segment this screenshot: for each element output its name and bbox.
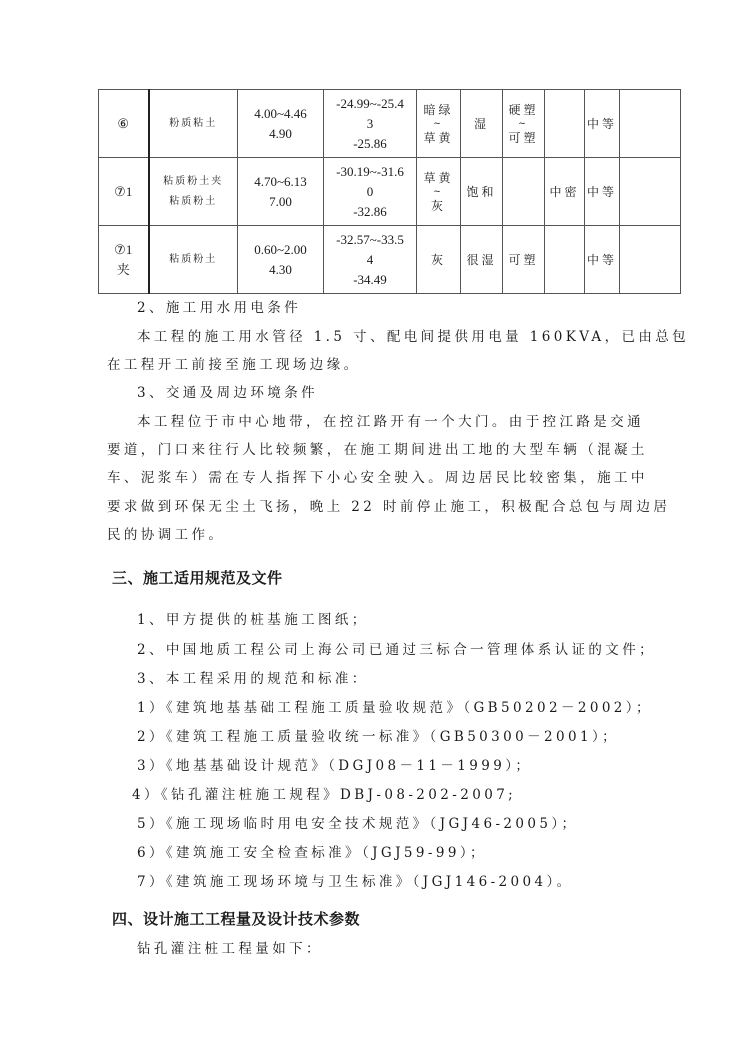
cell-elevation-line: 4 (366, 251, 374, 267)
cell-compressibility (585, 158, 620, 226)
cell-density (545, 90, 585, 158)
item3-body-line: 车、泥浆车）需在专人指挥下小心安全驶入。周边居民比较密集，施工中 (107, 470, 648, 486)
cell-moisture (461, 158, 503, 226)
cell-elevation-line: 0 (366, 183, 374, 199)
table-row (99, 90, 681, 158)
cell-soil-line: 粘质粉土 (169, 253, 218, 265)
cell-elevation (324, 226, 417, 294)
section3-item: 1、甲方提供的桩基施工图纸； (137, 612, 369, 628)
standard-item: 6）《建筑施工安全检查标准》（JGJ59-99）； (137, 845, 487, 861)
item2-title: 2、施工用水用电条件 (137, 300, 302, 316)
cell-compressibility-line: 中等 (586, 252, 617, 267)
cell-density (545, 226, 585, 294)
cell-layer-line: 夹 (116, 261, 130, 277)
cell-compressibility (585, 90, 620, 158)
cell-soil (149, 90, 238, 158)
cell-elevation-line: 3 (366, 115, 374, 131)
cell-thickness-line: 4.30 (269, 261, 292, 277)
item3-title: 3、交通及周边环境条件 (137, 385, 318, 401)
cell-elevation-line: -32.57~-33.5 (336, 231, 404, 247)
cell-elevation (324, 90, 417, 158)
cell-extra (620, 158, 681, 226)
cell-plasticity-line: 可塑 (508, 130, 539, 145)
cell-density (545, 158, 585, 226)
cell-extra (620, 226, 681, 294)
cell-elevation-line: -30.19~-31.6 (336, 163, 404, 179)
standard-item: 1）《建筑地基基础工程施工质量验收规范》（GB50202－2002）； (137, 700, 653, 716)
cell-layer (99, 226, 149, 294)
cell-layer-line: ⑦1 (114, 241, 133, 257)
cell-layer-line: ⑥ (117, 115, 130, 131)
cell-extra (620, 90, 681, 158)
standard-item: 4）《钻孔灌注桩施工规程》DBJ-08-202-2007; (132, 787, 517, 803)
cell-compressibility-line: 中等 (586, 184, 617, 199)
cell-color-line: 灰 (430, 198, 446, 213)
section3-heading: 三、施工适用规范及文件 (112, 569, 283, 587)
cell-color-line: 暗绿 (423, 102, 454, 117)
cell-soil (149, 158, 238, 226)
cell-color-line: ~ (433, 118, 444, 129)
cell-plasticity-line: ~ (518, 118, 529, 129)
cell-plasticity (503, 158, 545, 226)
section4-heading: 四、设计施工工程量及设计技术参数 (112, 910, 361, 928)
cell-thickness-line: 4.90 (269, 125, 292, 141)
cell-thickness (238, 226, 324, 294)
cell-color (417, 158, 461, 226)
table-row (99, 226, 681, 294)
cell-plasticity (503, 226, 545, 294)
cell-color (417, 90, 461, 158)
item3-body-line: 民的协调工作。 (107, 527, 226, 543)
cell-elevation-line: -34.49 (353, 271, 387, 287)
item3-body-line: 本工程位于市中心地带，在控江路开有一个大门。由于控江路是交通 (137, 414, 644, 430)
item3-body-line: 要道，门口来往行人比较频繁，在施工期间进出工地的大型车辆（混凝土 (107, 442, 648, 458)
standard-item: 5）《施工现场临时用电安全技术规范》（JGJ46-2005）； (137, 816, 579, 832)
standard-item: 7）《建筑施工现场环境与卫生标准》（JGJ146-2004）。 (137, 874, 574, 890)
cell-color-line: 灰 (430, 252, 446, 267)
cell-color-line: 草黄 (423, 170, 454, 185)
cell-elevation-line: -32.86 (353, 203, 387, 219)
soil-layer-table (98, 89, 681, 294)
cell-thickness-line: 0.60~2.00 (254, 241, 307, 257)
cell-layer (99, 90, 149, 158)
cell-color-line: ~ (433, 186, 444, 197)
standard-item: 2）《建筑工程施工质量验收统一标准》（GB50300－2001）； (137, 729, 620, 745)
cell-thickness-line: 4.70~6.13 (254, 173, 307, 189)
cell-thickness-line: 4.00~4.46 (254, 105, 307, 121)
cell-moisture-line: 饱和 (466, 184, 497, 199)
cell-moisture-line: 很湿 (466, 252, 497, 267)
cell-elevation (324, 158, 417, 226)
cell-plasticity-line: 可塑 (508, 252, 539, 267)
cell-soil (149, 226, 238, 294)
cell-thickness-line: 7.00 (269, 193, 292, 209)
cell-compressibility-line: 中等 (586, 116, 617, 131)
section3-item: 2、中国地质工程公司上海公司已通过三标合一管理体系认证的文件； (137, 642, 656, 658)
cell-moisture (461, 226, 503, 294)
cell-moisture (461, 90, 503, 158)
cell-color (417, 226, 461, 294)
cell-density-line: 中密 (549, 184, 580, 199)
cell-plasticity (503, 90, 545, 158)
cell-color-line: 草黄 (423, 130, 454, 145)
cell-soil-line: 粘质粉土夹 (163, 175, 224, 187)
cell-moisture-line: 湿 (473, 116, 489, 131)
cell-thickness (238, 90, 324, 158)
cell-layer (99, 158, 149, 226)
cell-elevation-line: -24.99~-25.4 (336, 95, 404, 111)
cell-soil-line: 粘质粉土 (169, 195, 218, 207)
cell-plasticity-line: 硬塑 (508, 102, 539, 117)
cell-elevation-line: -25.86 (353, 135, 387, 151)
table-row (99, 158, 681, 226)
cell-layer-line: ⑦1 (114, 183, 133, 199)
section4-intro: 钻孔灌注桩工程量如下： (137, 941, 323, 957)
item3-body-line: 要求做到环保无尘土飞扬，晚上 22 时前停止施工，积极配合总包与周边居 (107, 499, 671, 515)
item2-body-line1: 本工程的施工用水管径 1.5 寸、配电间提供用电量 160KVA，已由总包 (137, 329, 690, 345)
cell-thickness (238, 158, 324, 226)
item2-body-line2: 在工程开工前接至施工现场边缘。 (107, 357, 361, 373)
section3-item: 3、本工程采用的规范和标准： (137, 671, 369, 687)
cell-soil-line: 粉质粘土 (169, 117, 218, 129)
cell-compressibility (585, 226, 620, 294)
standard-item: 3）《地基基础设计规范》（DGJ08－11－1999）； (137, 758, 533, 774)
